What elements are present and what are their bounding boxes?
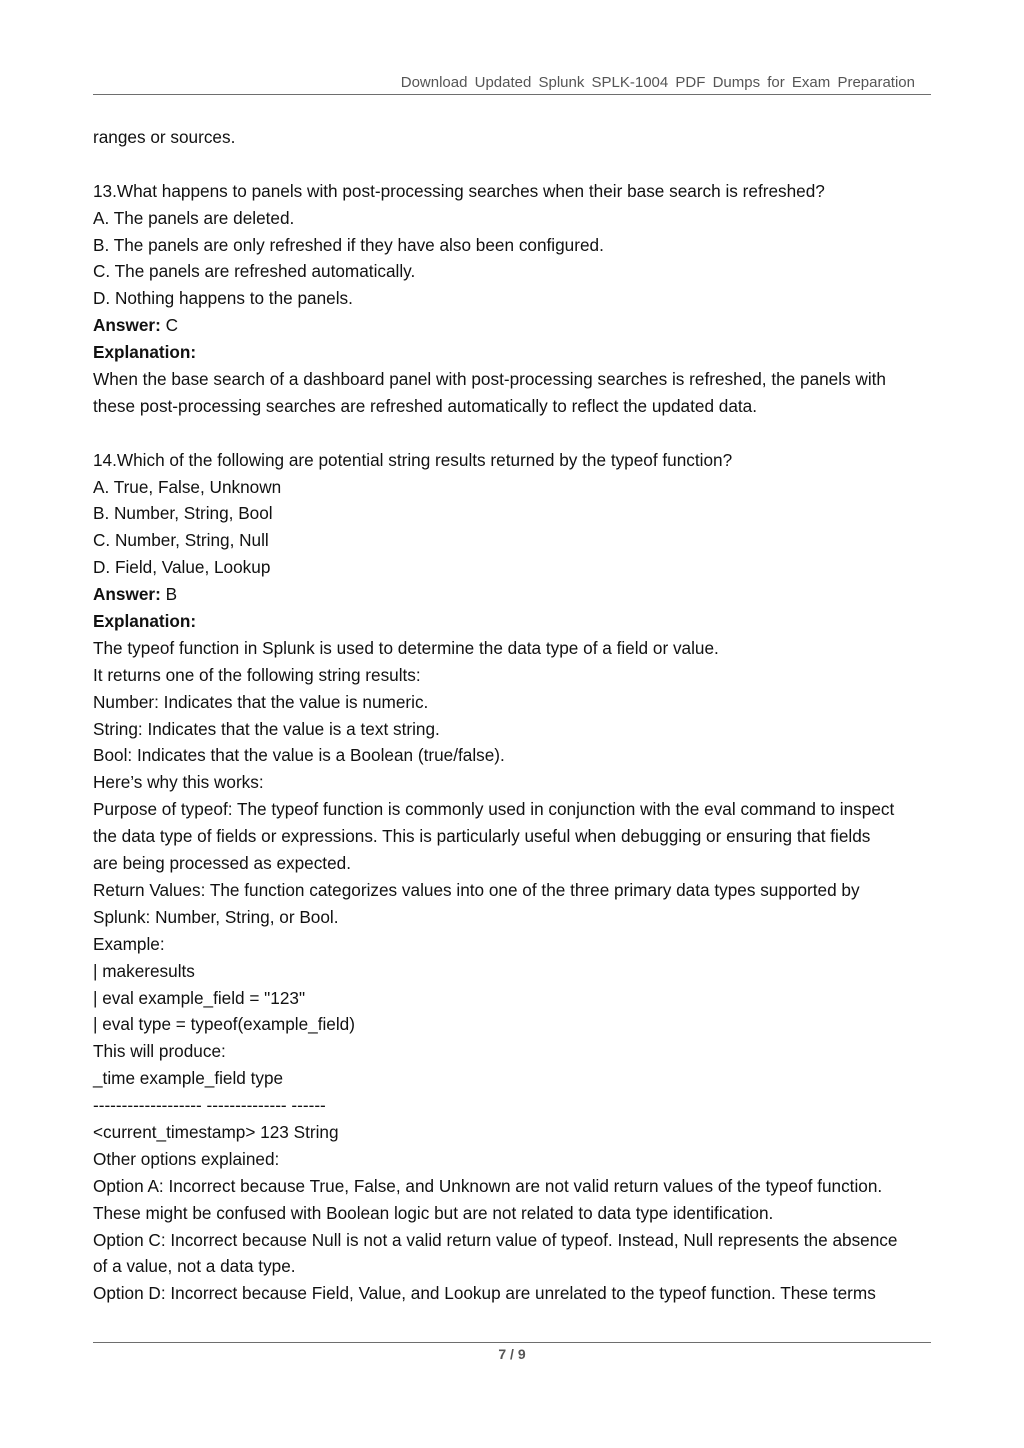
question-14 xyxy=(93,447,938,1308)
explanation-line: Return Values: The function categorizes values into one of the three primary data types supported by xyxy=(93,879,860,900)
page-content xyxy=(93,124,938,1307)
explanation-line: of a value, not a data type. xyxy=(93,1256,296,1277)
question-text: 14.Which of the following are potential string results returned by the typeof function? xyxy=(93,449,733,470)
page-header xyxy=(93,72,931,95)
explanation-line: It returns one of the following string results: xyxy=(93,664,421,685)
explanation-label: Explanation: xyxy=(93,342,197,363)
explanation-line: Option D: Incorrect because Field, Value, and Lookup are unrelated to the typeof function. These terms xyxy=(93,1283,876,1304)
page-number: 7 / 9 xyxy=(498,1346,526,1362)
explanation-line: Other options explained: xyxy=(93,1148,280,1169)
code-line: | eval type = typeof(example_field) xyxy=(93,1014,355,1035)
explanation-line: Number: Indicates that the value is numeric. xyxy=(93,691,429,712)
answer-label: Answer: xyxy=(93,584,161,605)
answer-label: Answer: xyxy=(93,315,161,336)
page-footer xyxy=(93,1342,931,1362)
spacer xyxy=(93,420,938,447)
explanation-line: When the base search of a dashboard panel with post-processing searches is refreshed, the panels with xyxy=(93,369,886,390)
explanation-line: Purpose of typeof: The typeof function is commonly used in conjunction with the eval command to inspect xyxy=(93,799,895,820)
answer-value: B xyxy=(160,584,178,605)
explanation-line: String: Indicates that the value is a text string. xyxy=(93,718,440,739)
spacer xyxy=(93,151,938,178)
explanation-line: Option A: Incorrect because True, False, and Unknown are not valid return values of the typeof function. xyxy=(93,1175,883,1196)
explanation-label: Explanation: xyxy=(93,611,197,632)
explanation-line: The typeof function in Splunk is used to determine the data type of a field or value. xyxy=(93,637,719,658)
code-line: | eval example_field = "123" xyxy=(93,987,306,1008)
output-header-line: _time example_field type xyxy=(93,1068,284,1089)
option-a: A. True, False, Unknown xyxy=(93,476,282,497)
answer-line xyxy=(93,312,938,339)
option-d: D. Field, Value, Lookup xyxy=(93,557,271,578)
option-b: B. Number, String, Bool xyxy=(93,503,273,524)
question-text: 13.What happens to panels with post-processing searches when their base search is refreshed? xyxy=(93,180,825,201)
explanation-line: Option C: Incorrect because Null is not a valid return value of typeof. Instead, Null represents the absence xyxy=(93,1229,898,1250)
explanation-line: Bool: Indicates that the value is a Boolean (true/false). xyxy=(93,745,505,766)
explanation-line: the data type of fields or expressions. This is particularly useful when debugging or ensuring that fields xyxy=(93,826,871,847)
answer-line xyxy=(93,581,938,608)
explanation-line: are being processed as expected. xyxy=(93,853,351,874)
intro-text: ranges or sources. xyxy=(93,127,236,147)
header-title: Download Updated Splunk SPLK-1004 PDF Dumps for Exam Preparation xyxy=(400,74,915,91)
explanation-line: these post-processing searches are refreshed automatically to reflect the updated data. xyxy=(93,395,758,416)
output-separator-line: ------------------- -------------- ------ xyxy=(93,1095,326,1116)
explanation-line: Splunk: Number, String, or Bool. xyxy=(93,906,339,927)
option-c: C. Number, String, Null xyxy=(93,530,269,551)
output-row-line: <current_timestamp> 123 String xyxy=(93,1121,339,1142)
option-b: B. The panels are only refreshed if they have also been configured. xyxy=(93,234,604,255)
option-a: A. The panels are deleted. xyxy=(93,207,295,228)
explanation-line: This will produce: xyxy=(93,1041,226,1062)
explanation-line: Here’s why this works: xyxy=(93,772,264,793)
answer-value: C xyxy=(160,315,178,336)
explanation-line: These might be confused with Boolean logic but are not related to data type identification. xyxy=(93,1202,774,1223)
code-line: | makeresults xyxy=(93,960,195,981)
question-13 xyxy=(93,178,938,420)
explanation-line: Example: xyxy=(93,933,165,954)
option-c: C. The panels are refreshed automatically. xyxy=(93,261,416,282)
option-d: D. Nothing happens to the panels. xyxy=(93,288,353,309)
